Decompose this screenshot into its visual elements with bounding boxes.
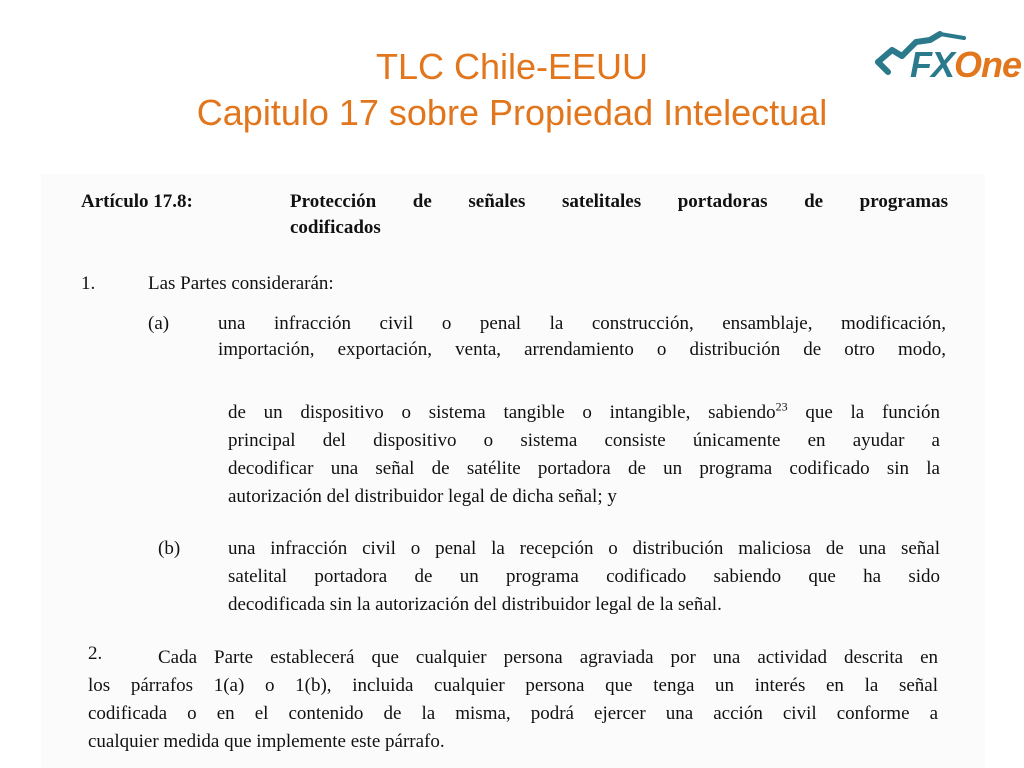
item-a-continuation-line-1: de un dispositivo o sistema tangible o intangible, sabiendo$^{23}$ que la función	[228, 399, 940, 423]
footnote-marker: 23	[775, 399, 788, 414]
article-label: Artículo 17.8:	[81, 191, 193, 212]
paragraph-2-line-2: los párrafos 1(a) o 1(b), incluida cualquier persona que tenga un interés en la señal	[88, 675, 938, 696]
item-b-line-3: decodificada sin la autorización del distribuidor legal de la señal.	[228, 594, 722, 615]
item-b-line-1: una infracción civil o penal la recepción o distribución maliciosa de una señal	[228, 538, 940, 559]
item-b-label: (b)	[158, 538, 181, 559]
slide-title-line-2: Capitulo 17 sobre Propiedad Intelectual	[196, 92, 828, 133]
logo-one: One	[954, 44, 1022, 85]
fxone-logo	[872, 28, 1022, 100]
document-excerpt	[41, 174, 985, 768]
item-b-line-2: satelital portadora de un programa codificado sabiendo que ha sido	[228, 566, 940, 587]
paragraph-1-intro: Las Partes considerarán:	[148, 273, 334, 294]
logo-wordmark	[910, 44, 1021, 86]
slide-title-line-1: TLC Chile-EEUU	[375, 46, 649, 87]
item-a-continuation-line-2: principal del dispositivo o sistema consiste únicamente en ayudar a	[228, 430, 940, 451]
slide-title	[0, 44, 1024, 136]
paragraph-2-line-3: codificada o en el contenido de la misma, podrá ejercer una acción civil conforme a	[88, 703, 938, 724]
article-heading-line-1: Protección de señales satelitales portadoras de programas	[290, 191, 948, 212]
logo-fx: FX	[910, 44, 955, 85]
article-heading-line-2: codificados	[290, 217, 381, 238]
paragraph-2-number: 2.	[88, 643, 103, 664]
item-a-continuation-line-4: autorización del distribuidor legal de dicha señal; y	[228, 486, 617, 507]
paragraph-1-number: 1.	[81, 273, 96, 294]
paragraph-2-line-1: Cada Parte establecerá que cualquier persona agraviada por una actividad descrita en	[158, 647, 938, 668]
item-a-line-2: importación, exportación, venta, arrendamiento o distribución de otro modo,	[218, 339, 946, 360]
item-a-continuation-line-3: decodificar una señal de satélite portadora de un programa codificado sin la	[228, 458, 940, 479]
item-a-line-1: una infracción civil o penal la construcción, ensamblaje, modificación,	[218, 313, 946, 334]
paragraph-2-line-4: cualquier medida que implemente este párrafo.	[88, 731, 445, 752]
item-a-label: (a)	[148, 313, 170, 334]
